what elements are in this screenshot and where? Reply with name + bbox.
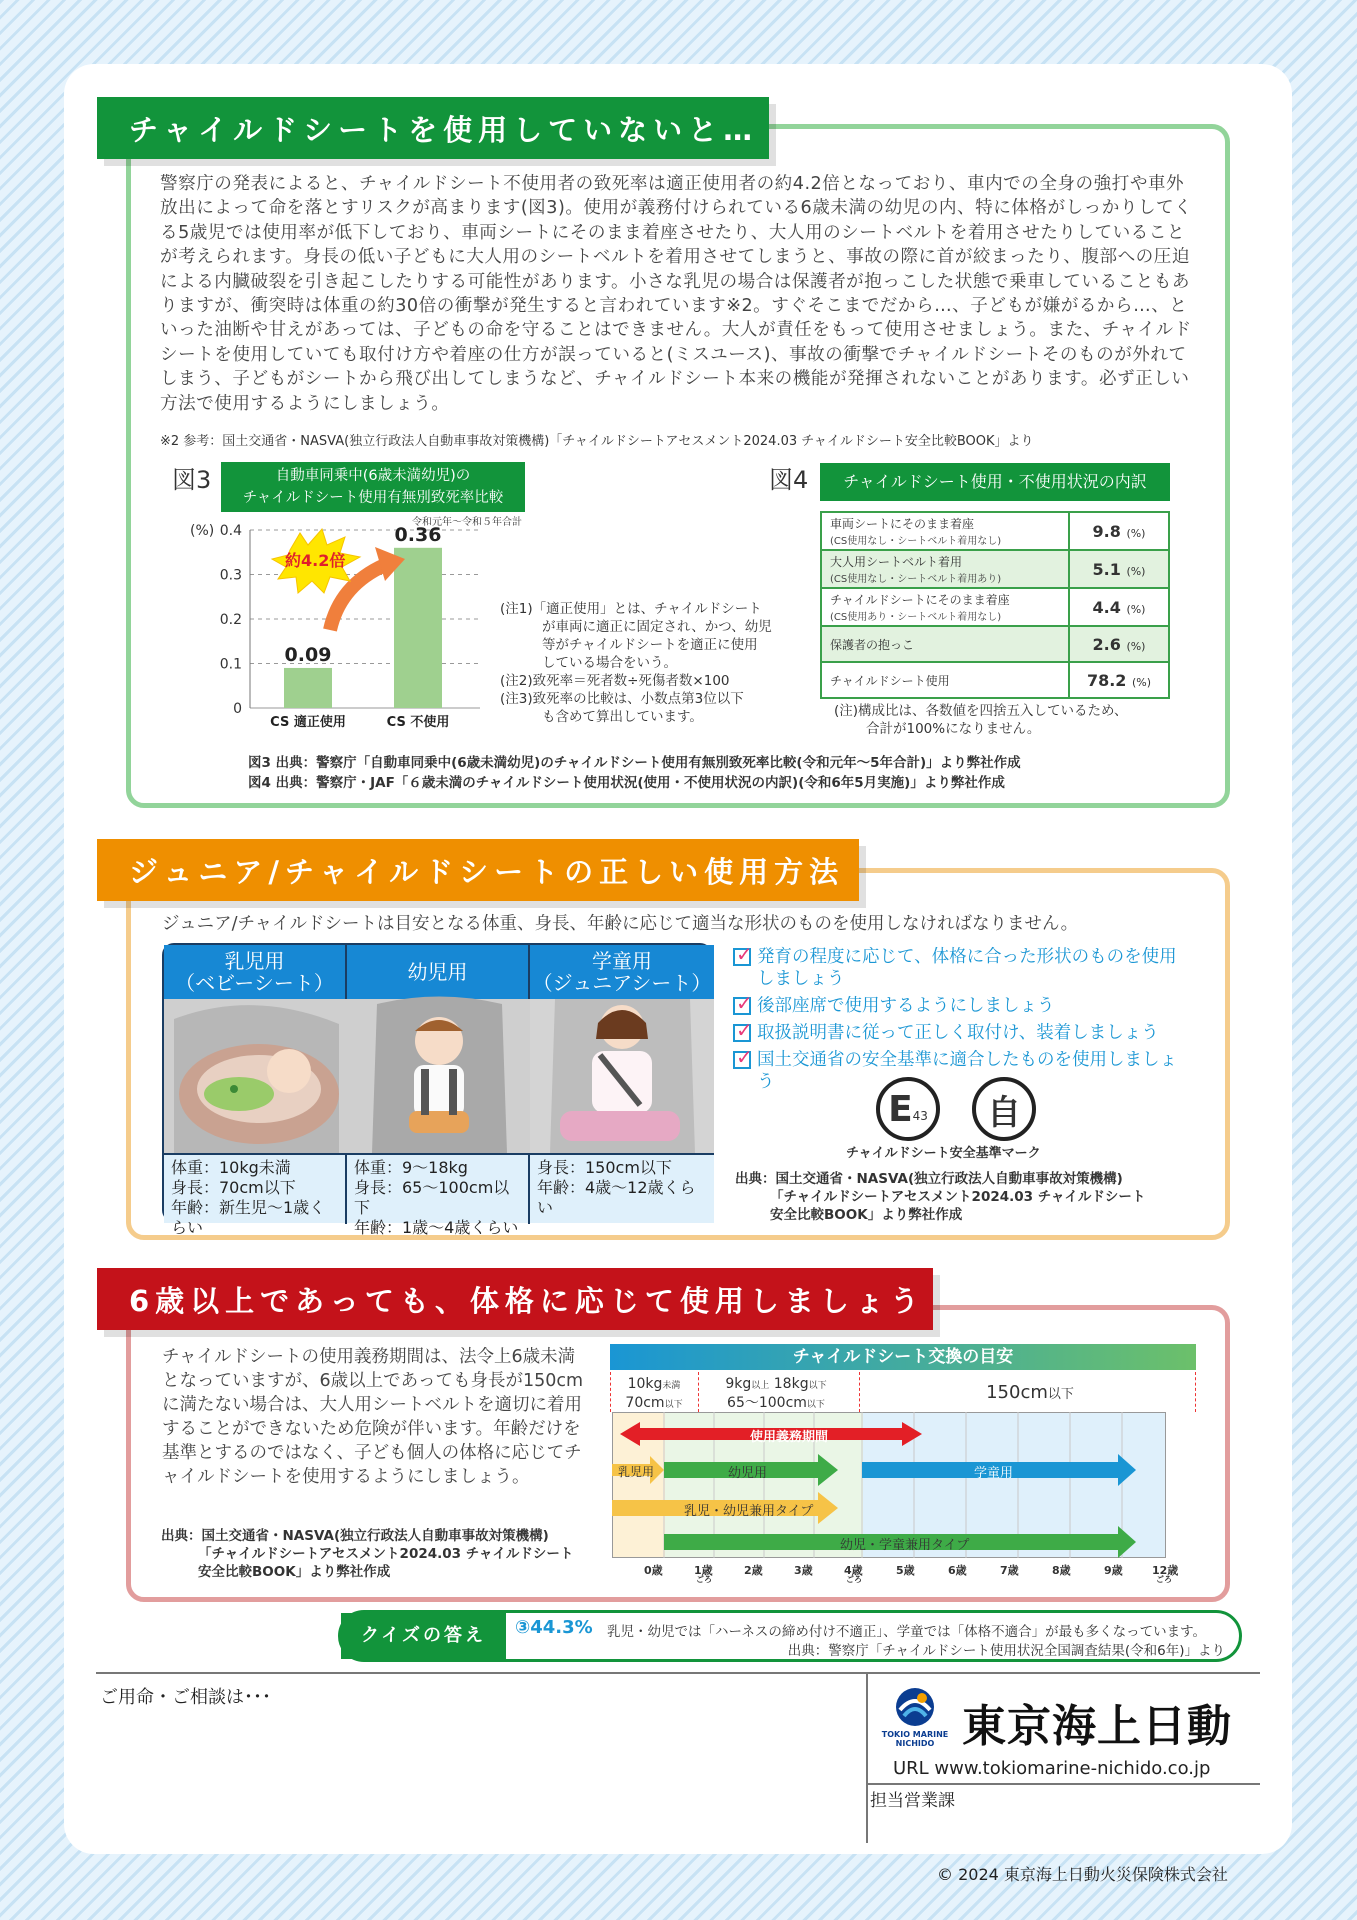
fig4-row-sub: (CS使用あり・シートベルト着用なし) — [830, 612, 1002, 623]
section2-title: ジュニア/チャイルドシートの正しい使用方法 — [97, 839, 859, 901]
seat-toddler-height: 身長：65～100cm以下 — [354, 1178, 510, 1217]
seat-toddler — [347, 945, 530, 1237]
fig4-note — [834, 702, 1128, 738]
seat-toddler-header — [347, 945, 528, 999]
fig4-row-unit: (%) — [1132, 675, 1152, 689]
age-tick: 4歳 — [844, 1564, 863, 1577]
age-tick: 9歳 — [1104, 1564, 1123, 1577]
checkbox-icon — [733, 948, 751, 966]
footer-rule-mid — [866, 1783, 1260, 1785]
fig4-label: 図4 — [769, 466, 809, 494]
figure-sources — [248, 753, 1021, 793]
bar-value-label: 0.09 — [284, 643, 332, 666]
fig4-row-sub: (CS使用なし・シートベルト着用なし) — [830, 536, 1002, 547]
section3-body: チャイルドシートの使用義務期間は、法令上6歳未満となっていますが、6歳以上であっても身長が150cmに満たない場合は、大人用シートベルトを適切に着用することができないため危険が伴います。年齢だけを基準とするのではなく、子ども個人の体格に応じてチャイルドシートを使用するようにしましょう。 — [162, 1347, 584, 1487]
checklist — [733, 946, 1193, 1098]
seat-infant-subtitle: （ベビーシート） — [175, 971, 334, 995]
checkbox-icon — [733, 1051, 751, 1069]
fig4-row-sub: (CS使用なし・シートベルト着用あり) — [830, 574, 1002, 585]
fig3-period: 令和元年～令和５年合計 — [412, 517, 522, 528]
y-tick-label: 0.4 — [219, 523, 242, 539]
e-mark-number: 43 — [912, 1109, 928, 1123]
checkbox-icon — [733, 997, 751, 1015]
seat-table — [162, 943, 712, 1237]
age-tick: 8歳 — [1052, 1564, 1071, 1577]
seat-infant-height: 身長：70cm以下 — [171, 1178, 296, 1197]
seat-junior-height: 身長：150cm以下 — [537, 1158, 672, 1177]
timeline-toddler-range: 9kg以上 18kg以下 65～100cm以下 — [725, 1376, 827, 1411]
fig4-row — [821, 662, 1169, 698]
timeline-toddler: 幼児用 — [728, 1466, 768, 1481]
fig4-row — [821, 626, 1169, 662]
timeline — [610, 1344, 1196, 1586]
seat-infant-info — [164, 1153, 345, 1237]
age-tick: 2歳 — [744, 1564, 763, 1577]
contact-label: ご用命・ご相談は･･･ — [100, 1687, 271, 1708]
fig4-row-unit: (%) — [1126, 639, 1146, 653]
quiz-source: 出典：警察庁「チャイルドシート使用状況全国調査結果(令和6年)」より — [787, 1643, 1225, 1659]
fig4-row-label: チャイルドシート使用 — [830, 673, 950, 688]
section2-source-line2: 「チャイルドシートアセスメント2024.03 チャイルドシート — [770, 1189, 1146, 1205]
section3-title: 6歳以上であっても、体格に応じて使用しましょう — [97, 1268, 933, 1330]
check-item — [733, 995, 1193, 1017]
timeline-mandatory: 使用義務期間 — [750, 1430, 829, 1445]
e-mark-letter: E — [888, 1088, 913, 1130]
quiz-answer: ③44.3% — [515, 1617, 593, 1638]
timeline-school-range: 150cm以下 — [986, 1382, 1074, 1403]
timeline-title: チャイルドシート交換の目安 — [610, 1344, 1196, 1370]
fig3-note-4: している場合をいう。 — [542, 655, 677, 671]
mark-caption: チャイルドシート安全基準マーク — [846, 1146, 1041, 1161]
footer-vrule — [866, 1673, 868, 1843]
age-tick-koro: ごろ — [696, 1575, 712, 1584]
section3-source — [161, 1527, 573, 1581]
seat-junior-title: 学童用 — [592, 949, 652, 973]
section3-source-line1: 出典：国土交通省・NASVA(独立行政法人自動車事故対策機構) — [161, 1528, 549, 1544]
check-item-text: 国土交通省の安全基準に適合したものを使用しましょう — [757, 1050, 1177, 1092]
age-tick: 1歳 — [694, 1564, 713, 1577]
y-tick-label: 0.2 — [219, 612, 242, 628]
seat-junior-info — [530, 1153, 714, 1223]
fig3-notes — [500, 600, 772, 726]
y-tick-label: 0 — [233, 701, 242, 717]
fig3-note-3: 等がチャイルドシートを適正に使用 — [542, 637, 758, 653]
copyright: © 2024 東京海上日動火災保険株式会社 — [937, 1865, 1228, 1884]
x-tick-label: CS 不使用 — [386, 715, 450, 730]
quiz-box — [338, 1610, 1242, 1662]
fig3-note-6: (注3)致死率の比較は、小数点第3位以下 — [500, 691, 744, 707]
timeline-combo1: 乳児・幼児兼用タイプ — [684, 1504, 814, 1519]
fig4-title: チャイルドシート使用・不使用状況の内訳 — [820, 463, 1170, 501]
infant-seat-illustration — [164, 999, 345, 1153]
fig3-title-box — [221, 462, 525, 512]
fig4-row — [821, 588, 1169, 626]
fig4-source: 図4 出典：警察庁・JAF「６歳未満のチャイルドシート使用状況(使用・不使用状況の内訳)(令和6年5月実施)」より弊社作成 — [248, 775, 1005, 791]
fig4-row — [821, 512, 1169, 550]
check-item — [733, 1049, 1193, 1093]
logo-en — [876, 1730, 954, 1748]
bar — [394, 548, 442, 708]
fig4-row-unit: (%) — [1126, 526, 1146, 540]
age-tick-koro: ごろ — [1156, 1575, 1172, 1584]
fig4-row-value: 4.4 — [1092, 597, 1121, 617]
y-axis-label: (%) — [190, 523, 215, 539]
ji-mark — [972, 1077, 1036, 1141]
fig3-title-line1: 自動車同乗中(6歳未満幼児)の — [275, 468, 471, 484]
fig3-note-5: (注2)致死率＝死者数÷死傷者数×100 — [500, 673, 730, 689]
junior-seat-illustration — [530, 999, 714, 1153]
dept-label: 担当営業課 — [870, 1791, 955, 1811]
section3-source-line2: 「チャイルドシートアセスメント2024.03 チャイルドシート — [198, 1546, 574, 1562]
seat-toddler-title: 幼児用 — [407, 960, 468, 984]
seat-toddler-age: 年齢：1歳～4歳くらい — [354, 1218, 519, 1237]
age-tick: 5歳 — [896, 1564, 915, 1577]
fig3-note-2: が車両に適正に固定され、かつ、幼児 — [542, 619, 772, 635]
fig4-row-label: チャイルドシートにそのまま着座 — [830, 593, 1010, 607]
fig4-row-label: 車両シートにそのまま着座 — [830, 517, 975, 531]
timeline-combo2: 幼児・学童兼用タイプ — [840, 1538, 970, 1553]
footer-rule-top — [96, 1672, 1260, 1674]
fig4-note-line2: 合計が100%になりません。 — [866, 721, 1041, 737]
age-tick: 3歳 — [794, 1564, 813, 1577]
fig4-row — [821, 550, 1169, 588]
quiz-label: クイズの答え — [341, 1613, 506, 1659]
section3-source-line3: 安全比較BOOK」より弊社作成 — [198, 1564, 391, 1580]
seat-junior — [530, 945, 714, 1224]
check-item-text: 発育の程度に応じて、体格に合った形状のものを使用しましょう — [757, 947, 1177, 989]
seat-infant-age: 年齢：新生児～1歳くらい — [171, 1198, 326, 1237]
fig4-row-label: 保護者の抱っこ — [830, 637, 915, 652]
fig4-row-unit: (%) — [1126, 602, 1146, 616]
e-mark — [876, 1077, 940, 1141]
check-item — [733, 1022, 1193, 1044]
y-tick-label: 0.3 — [219, 567, 242, 584]
fig4-table — [820, 511, 1170, 699]
fig4-row-value: 5.1 — [1092, 559, 1121, 579]
logo-en-line1: TOKIO MARINE — [881, 1730, 949, 1739]
fig4-note-line1: (注)構成比は、各数値を四捨五入しているため、 — [834, 703, 1128, 719]
timeline-school: 学童用 — [974, 1466, 1014, 1481]
check-item — [733, 946, 1193, 990]
seat-junior-subtitle: （ジュニアシート） — [532, 971, 712, 995]
age-tick: 0歳 — [644, 1564, 663, 1577]
seat-toddler-weight: 体重：9～18kg — [354, 1158, 468, 1177]
seat-junior-age: 年齢：4歳～12歳くらい — [537, 1178, 696, 1217]
fig4-row-value: 9.8 — [1092, 521, 1121, 541]
seat-infant-title: 乳児用 — [224, 949, 285, 973]
fig4-row-unit: (%) — [1126, 564, 1146, 578]
company-logo-mark — [894, 1686, 936, 1728]
age-tick: 7歳 — [1000, 1564, 1019, 1577]
checkbox-icon — [733, 1024, 751, 1042]
bar-value-label: 0.36 — [394, 523, 442, 546]
ji-mark-letter: 自 — [987, 1092, 1021, 1133]
timeline-infant: 乳児用 — [618, 1465, 655, 1479]
section2-source-line1: 出典：国土交通省・NASVA(独立行政法人自動車事故対策機構) — [735, 1171, 1123, 1187]
fig3-title-line2: チャイルドシート使用有無別致死率比較 — [242, 490, 504, 506]
bar — [284, 668, 332, 708]
quiz-text: 乳児・幼児では「ハーネスの締め付け不適正」、学童では「体格不適合」が最も多くなっています。 — [607, 1624, 1206, 1640]
logo-en-line2: NICHIDO — [895, 1739, 935, 1748]
age-tick: 12歳 — [1152, 1564, 1179, 1577]
timeline-infant-range: 10kg未満 70cm以下 — [625, 1376, 683, 1411]
fig3-badge: 約4.2倍 — [285, 551, 346, 570]
section2-source — [735, 1170, 1145, 1224]
seat-infant — [164, 945, 347, 1237]
fig3-note-7: も含めて算出しています。 — [542, 709, 703, 725]
seat-infant-weight: 体重：10kg未満 — [171, 1158, 291, 1177]
check-item-text: 後部座席で使用するようにしましょう — [757, 996, 1055, 1016]
fig3-note-1: (注1)「適正使用」とは、チャイルドシート — [500, 601, 762, 617]
seat-infant-header — [164, 945, 345, 999]
y-tick-label: 0.1 — [219, 656, 242, 673]
company-name: 東京海上日動 — [962, 1701, 1232, 1752]
company-url[interactable]: URL www.tokiomarine-nichido.co.jp — [893, 1758, 1211, 1779]
fig4-row-value: 78.2 — [1086, 670, 1127, 690]
age-tick: 6歳 — [948, 1564, 967, 1577]
toddler-seat-illustration — [347, 999, 528, 1153]
age-tick-koro: ごろ — [846, 1575, 862, 1584]
section2-intro: ジュニア/チャイルドシートは目安となる体重、身長、年齢に応じて適当な形状のものを使用しなければなりません。 — [162, 914, 1079, 934]
fig3-label: 図3 — [172, 466, 212, 494]
check-item-text: 取扱説明書に従って正しく取付け、装着しましょう — [757, 1023, 1159, 1043]
x-tick-label: CS 適正使用 — [270, 715, 346, 730]
fig4-row-value: 2.6 — [1092, 634, 1121, 654]
section1-body: 警察庁の発表によると、チャイルドシート不使用者の致死率は適正使用者の約4.2倍となっており、車内での全身の強打や車外放出によって命を落とすリスクが高まります(図3)。使用が義務付けられている6歳未満の幼児の内、特に体格がしっかりしてくる5歳児では使用率が低下しており、車両シートにそのまま着座させたり、大人用のシートベルトを着用させたりしていることが考えられます。身長の低い子どもに大人用のシートベルトを着用させてしまうと、事故の際に首が絞まったり、腹部への圧迫による内臓破裂を引き起こしたりする可能性があります。小さな乳児の場合は保護者が抱っこした状態で乗車していることもありますが、衝突時は体重の約30倍の衝撃が発生すると言われています※2。すぐそこまでだから…、子どもが嫌がるから…、といった油断や甘えがあっては、子どもの命を守ることはできません。大人が責任をもって使用させましょう。また、チャイルドシートを使用していても取付け方や着座の仕方が誤っていると(ミスユース)、事故の衝撃でチャイルドシートそのものが外れてしまう、子どもがシートから飛び出してしまうなど、チャイルドシート本来の機能が発揮されないことがあります。必ず正しい方法で使用するようにしましょう。 — [160, 174, 1193, 414]
fig3-source: 図3 出典：警察庁「自動車同乗中(6歳未満幼児)のチャイルドシート使用有無別致死率比較(令和元年～5年合計)」より弊社作成 — [248, 755, 1021, 771]
seat-junior-header — [530, 945, 714, 999]
seat-toddler-info — [347, 1153, 528, 1237]
section2-source-line3: 安全比較BOOK」より弊社作成 — [770, 1207, 963, 1223]
section1-title: チャイルドシートを使用していないと… — [97, 97, 769, 159]
note-2: ※2 参考：国土交通省・NASVA(独立行政法人自動車事故対策機構)「チャイルドシートアセスメント2024.03 チャイルドシート安全比較BOOK」より — [160, 434, 1034, 449]
fig4-row-label: 大人用シートベルト着用 — [830, 555, 963, 569]
